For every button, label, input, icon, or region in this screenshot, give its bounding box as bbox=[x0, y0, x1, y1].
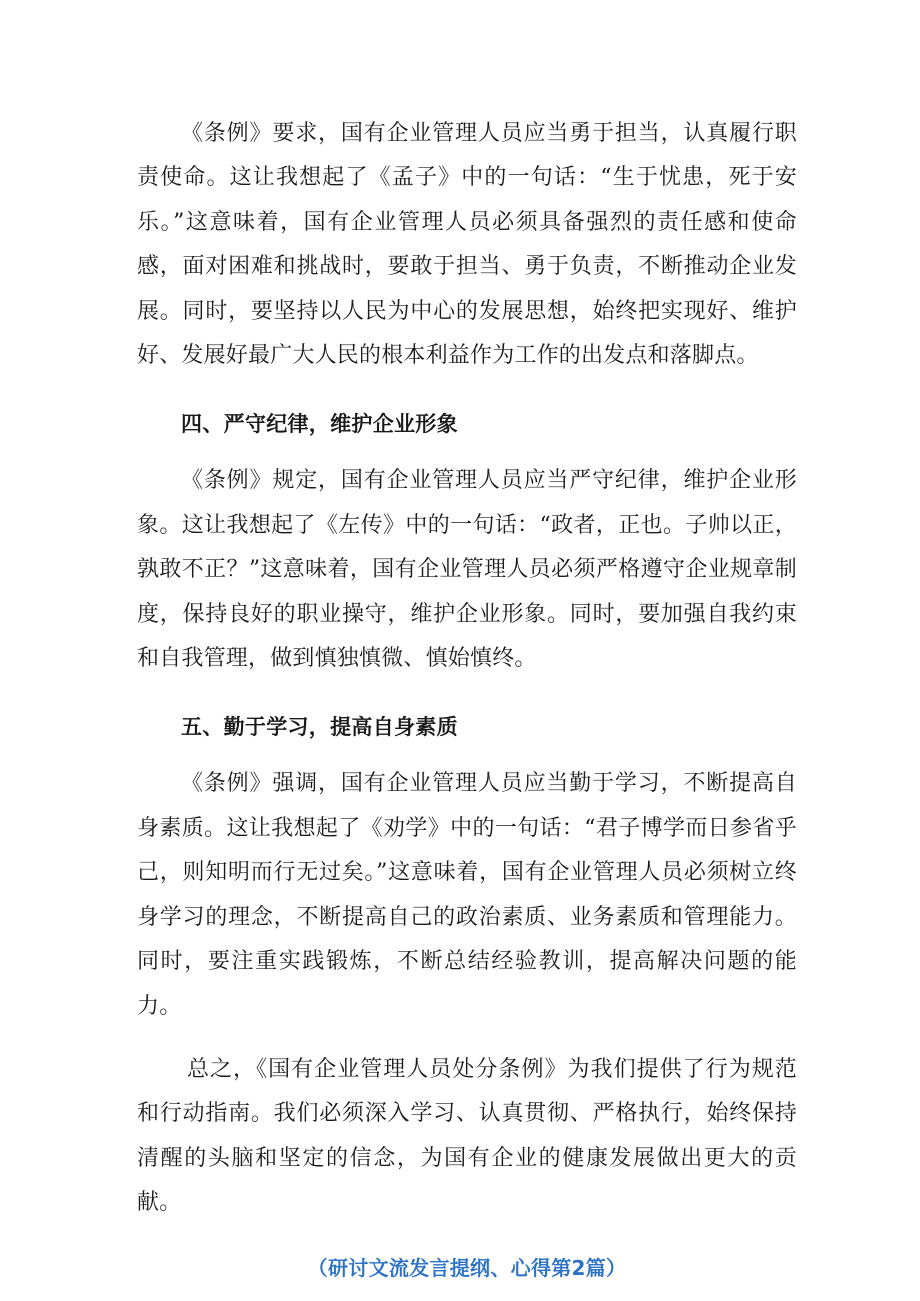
paragraph-discipline: 《条例》规定，国有企业管理人员应当严守纪律，维护企业形象。这让我想起了《左传》中的一句话：“政者，正也。子帅以正，孰敢不正？”这意味着，国有企业管理人员必须严格遵守企业规章制度，保持良好的职业操守，维护企业形象。同时，要加强自我约束和自我管理，做到慎独慎微、慎始慎终。 bbox=[137, 468, 797, 672]
section-heading-discipline: 四、严守纪律，维护企业形象 bbox=[181, 412, 458, 437]
paragraph-responsibility: 《条例》要求，国有企业管理人员应当勇于担当，认真履行职责使命。这让我想起了《孟子》中的一句话：“生于忧患，死于安乐。”这意味着，国有企业管理人员必须具备强烈的责任感和使命感，面对困难和挑战时，要敢于担当、勇于负责，不断推动企业发展。同时，要坚持以人民为中心的发展思想，始终把实现好、维护好、发展好最广大人民的根本利益作为工作的出发点和落脚点。 bbox=[137, 121, 797, 369]
section-heading-learning: 五、勤于学习，提高自身素质 bbox=[181, 715, 458, 740]
document-page bbox=[137, 112, 797, 1284]
paragraph-conclusion: 总之，《国有企业管理人员处分条例》为我们提供了行为规范和行动指南。我们必须深入学习、认真贯彻、严格执行，始终保持清醒的头脑和坚定的信念，为国有企业的健康发展做出更大的贡献。 bbox=[137, 1056, 797, 1216]
next-section-heading: （研讨文流发言提纲、心得第2篇） bbox=[307, 1255, 627, 1280]
paragraph-learning: 《条例》强调，国有企业管理人员应当勤于学习，不断提高自身素质。这让我想起了《劝学》中的一句话：“君子博学而日参省乎己，则知明而行无过矣。”这意味着，国有企业管理人员必须树立终身学习的理念，不断提高自己的政治素质、业务素质和管理能力。同时，要注重实践锻炼，不断总结经验教训，提高解决问题的能力。 bbox=[137, 771, 797, 1019]
